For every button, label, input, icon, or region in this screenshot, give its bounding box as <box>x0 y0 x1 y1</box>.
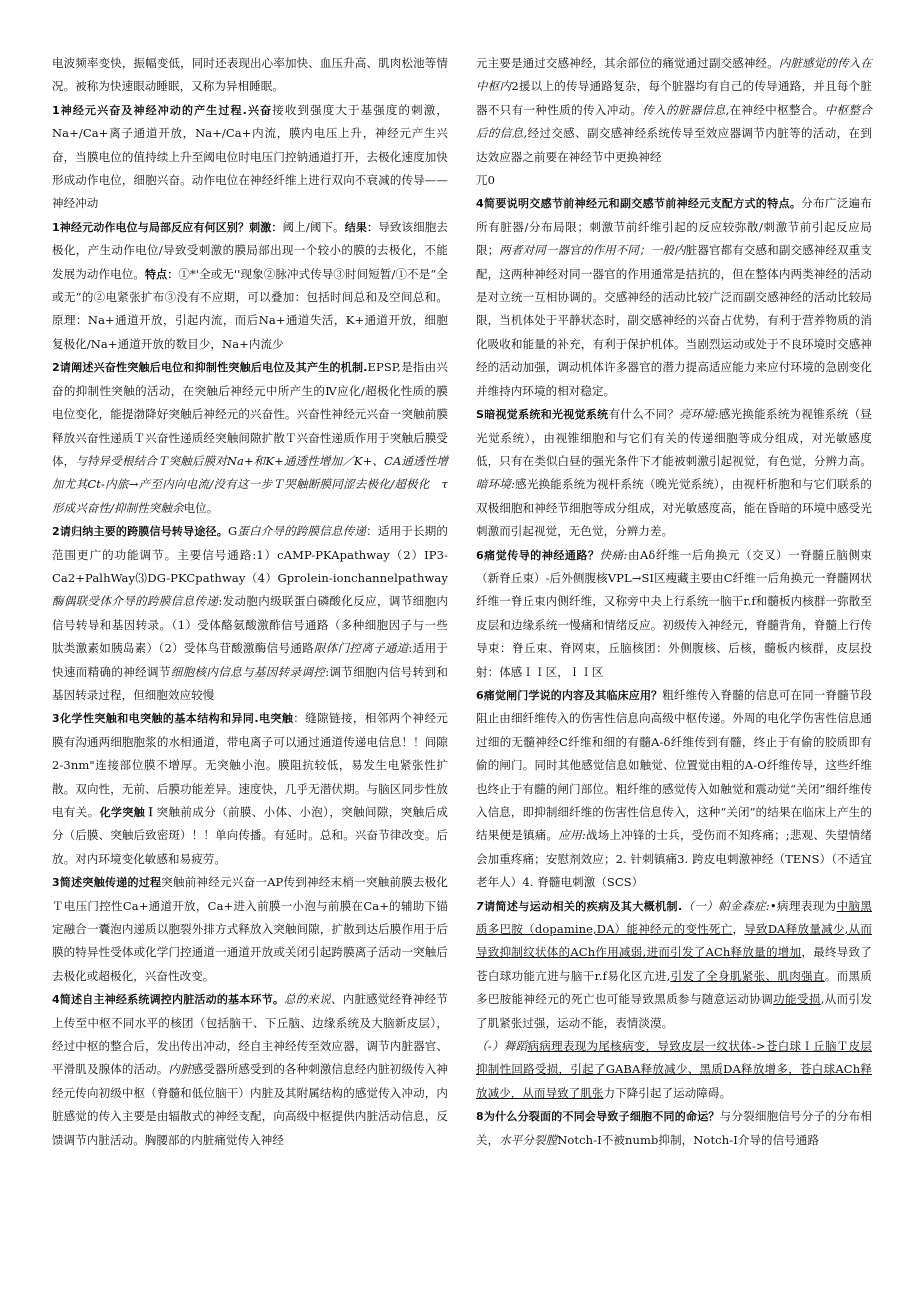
question-heading: 3简述突触传递的过程 <box>52 876 162 890</box>
question-heading: 请简述与运动相关的疾病及其大概机制. <box>483 899 683 913</box>
right-column <box>476 52 872 1152</box>
question-heading: 1神经元兴奋及神经冲动的产生过程.兴奋 <box>52 103 273 117</box>
paragraph-cell-fate: 8为什么分裂面的不同会导致子细胞不同的命运？与分裂细胞信号分子的分布相关，水平分裂膛Notch-I不被numb抑制，Notch-I介导的信号通路 <box>476 1109 872 1147</box>
question-heading: 2请阐述兴奋性突触后电位和抑制性突触后电位及其产生的机制. <box>52 361 368 375</box>
question-heading: S暗视觉系统和光视觉系统 <box>476 408 609 422</box>
paragraph-fragment: 兀0 <box>476 173 496 188</box>
paragraph-visual-systems: S暗视觉系统和光视觉系统有什么不同？亮环境:感光换能系统为视锥系统（昼光觉系统），由视锥细胞和与它们有关的传递细胞等成分组成，对光敏感度低，只有在类似白昼的强光条件下才能被刺激引起视觉，有色觉，分辨力高。暗环境:感光换能系统为视杆系统（晚光觉系统），由视杆析胞和与它们联系的双极细胞和神经节细胞等成分组成，对光敏感度高，能在昏暗的环境中感受光刺激而引起视觉，无色觉，分辨力差。 <box>476 407 872 539</box>
paragraph-sympathetic-parasympathetic: 4简要说明交感节前神经元和副交感节前神经元支配方式的特点。分布广泛遍布所有脏器/分布局限；刺激节前纤维引起的反应较弥散/刺激节前引起反应局限；两者对同一器官的作用不同；一般内脏器官都有交感和副交感神经双重支配，这两种神经对同一器官的作用通常是拮抗的，但在整体内两类神经的活动是对立统一互相协调的。交感神经的活动比较广泛而副交感神经的活动比较局限，当机体处于平静状态时，副交感神经的兴奋占优势，有利于营养物质的消化吸收和能量的补充，有利于保护机体。当剧烈运动或处于不良环境时交感神经的活动加强，调动机体许多器官的潜力提高适应能力来应付环境的急剧变化并维持内环境的相对稳定。 <box>476 196 872 398</box>
paragraph-visceral-afferent: 元主要是通过交感神经，其余部位的痛觉通过副交感神经。内脏感觉的传入在中枢内2援以上的传导通路复杂，每个脏器均有自己的传导通路，并且每个脏器不只有一种性质的传入冲动。传入的脏器信息,在神经中枢整合。中枢整合后的信息,经过交感、副交感神经系统传导至效应器调节内脏等的活动，在到达效应器之前要在神经节中更换神经 <box>476 56 873 164</box>
question-heading: 4简述自主神经系统调控内脏活动的基本环节。 <box>52 993 285 1007</box>
question-heading: 6痛觉传导的神经通路？ <box>476 548 600 562</box>
question-heading: 3化学性突触和电突触的基本结构和异同.电突触 <box>52 712 294 726</box>
paragraph-signal-transduction: 2请归纳主要的跨膜信号转导途径。G蛋白介导的跨膜信息传递：适用于长期的范围更广的功能调节。主要信号通路:1）cAMP-PKApathway（2）IP3-Ca2+PalhWay⑶DG-PKCpathway（4）Gprolein-ionchannelpathway酶偶联受体介导的跨膜信息传递:发动胞内级联蛋白磷酸化反应，调节细胞内信号转导和基因转录。（1）受体酪氨酸激酢信号通路（多种细胞因子与一些肽类激素如胰岛素）（2）受体鸟苷酸激酶信号通路限体门控离子通道:适用于快速而精确的神经调节细胞核内信息与基因转录调控:调节细胞内信号转到和基因转录过程，但细胞效应较慢 <box>52 524 448 702</box>
paragraph-gate-control: 6痛觉闸门学说的内容及其临床应用？粗纤维传入脊髓的信息可在同一脊髓节段阻止由细纤维传入的伤害性信息向高级中枢传递。外周的电化学伤害性信息通过细的无髓神经C纤维和细的有髓A-δ纤维传到有髓，终止于有偷的胶质即有偷的闸门。同时其他感觉信息如触觉、位置觉由粗的A-O纤维传导，这些纤维也终止于有髓的闸门部位。粗纤维的感觉传入如触觉和震动觉“关闭”细纤维传入信息，即抑制细纤维的伤害性信息传入，这种“关闭”的结果在临床上产生的结果便是镇痛。应用:战场上冲锋的士兵，受伤而不知疼痛；;悲观、失望情绪会加重疼痛；安慰剂效应；2. 针刺镇痛3. 跨皮电刺激神经（TENS）（不适宜老年人）4. 脊髓电刺激（SCS） <box>476 687 872 890</box>
paragraph-chorea: （-）舞蹈病病理表现为尾核病变，导致皮层一纹状体->苍白球Ｉ丘脑Ｔ皮层抑制性回路受损，引起了GABA释放减少、黑质DA释放增多，苍白球ACh释放减少，从而导致了肌张力下降引起了运动障碍。 <box>476 1039 872 1100</box>
question-heading: 8为什么分裂面的不同会导致子细胞不同的命运？ <box>476 1110 720 1124</box>
paragraph-action-potential-vs-local: 1神经元动作电位与局部反应有何区别？刺激：阈上/阈下。结果：导致该细胞去极化，产生动作电位/导致受刺激的膜局部出现一个较小的膜的去极化，不能发展为动作电位。特点：①*'全或无''现象②脉冲式传导③时间短暂/①不是“全或无”的②电紧张扩布③没有不应期，可以叠加：包括时间总和及空间总和。原理：Na+通道开放，引起内流，而后Na+通道失活，K+通道开放，细胞复极化/Na+通道开放的数目少，Na+内流少 <box>52 219 448 351</box>
question-heading: 2请归纳主要的跨膜信号转导途径。 <box>52 525 228 539</box>
question-heading: 4简要说明交感节前神经元和副交感节前神经元支配方式的特点。 <box>476 197 802 211</box>
left-column <box>52 52 448 1152</box>
question-heading: 6痛觉闸门学说的内容及其临床应用？ <box>476 688 663 702</box>
paragraph-synaptic-transmission: 3简述突触传递的过程突触前神经元兴奋一AP传到神经末梢一突触前膜去极化Ｔ电压门控性Ca+通道开放，Ca+进入前膜一小泡与前膜在Ca+的辅助下锚定融合一囊泡内递质以胞裂外排方式释放入突触间隙，扩散到达后膜作用于后膜的特异性受体或化学门控通道一通道开放或关闭引起跨膜离子活动一突触后去极化或超极化，兴奋性改变。 <box>52 875 448 983</box>
paragraph-neuron-excitation: 1神经元兴奋及神经冲动的产生过程.兴奋接收到强度大于基强度的刺激，Na+/Ca+离子通道开放，Na+/Ca+内流，膜内电压上升，神经元产生兴奋，当膜电位的值持续上升至阈电位时电压门控钠通道打开，去极化速度加快形成动作电位，细胞兴奋。动作电位在神经纤维上进行双向不衰减的传导——神经冲动 <box>52 102 448 211</box>
paragraph-autonomic-regulation: 4简述自主神经系统调控内脏活动的基本环节。总的来说、内脏感觉经脊神经节上传至中枢不同水平的核团（包括脑干、下丘脑、边缘系统及大脑新皮层），经过中枢的整合后，发出传出冲动，经自主神经传至效应器，调节内脏器官、平滑肌及腺体的活动。内脏感受器所感受到的各种刺激信息经内脏初级传入神经元传向初级中枢（脊髓和低位脑干）内脏及其附属结构的感觉传入冲动，内脏感觉的传入主要是由辐散式的神经支配，向高级中枢提供内脏活动信息，反馈调节内脏活动。胸腰部的内脏痛觉传入神经 <box>52 992 448 1147</box>
paragraph-pain-pathway: 6痛觉传导的神经通路？快痛:由Aδ纤维一后角换元（交叉）一脊髓丘脑侧束（新脊丘束）-后外侧腹核VPL→SI区瘦藏主要由C纤维一后角换元一脊髓网状纤维一脊丘束内侧纤维，又称旁中夬上行系统一脑干r.f和髓板内核群一弥散至皮层和边缘系统一慢痛和情绪反应。初级传入神经元，脊髓背角，脊髓上行传导束：脊丘束、脊网束，丘脑核团：外侧腹核、后核，髓板内核群，皮层投射：体感ＩＩ区，ＩＩ区 <box>476 547 872 679</box>
question-heading: 1神经元动作电位与局部反应有何区别？ <box>52 220 250 234</box>
paragraph-rem-sleep: 电波频率变快，振幅变低，同时还表现出心率加快、血压升高、肌肉松池等情况。被称为快速眼动睡眠，又称为异相睡眠。 <box>52 56 448 94</box>
paragraph-synapse-types: 3化学性突触和电突触的基本结构和异同.电突触：缝隙链接，相邻两个神经元膜有沟通两细胞胞浆的水相通道，带电离子可以通过通道传递电信息！！间隙2-3nm"连接部位膜不增厚。无突触小泡。膜阻抗较低，易发生电紧张性扩散。双向性，无前、后膜功能差异。速度快，几乎无潜伏期。与脑区同步性放电有关。化学突触Ｉ突触前成分（前膜、小体、小泡），突触间隙，突触后成分（后膜、突触后致密斑）！！单向传播。有延时。总和。兴奋节律改变。后放。对内环境变化敏感和易疲劳。 <box>52 711 448 866</box>
paragraph-epsp-ipsp: 2请阐述兴奋性突触后电位和抑制性突触后电位及其产生的机制.EPSP,是指由兴奋的抑制性突触的活动，在突触后神经元中所产生的Ⅳ应化/超极化性质的膜电位变化，能提渤降好突触后神经元的兴奋性。兴奋性神经元兴奋一突触前膜释放兴奋性递质Ｔ兴奋性递质经突触间隙扩散Ｔ兴奋性递质作用于突触后膜受体，与特异受根结合Ｔ突触后膜对Na+和K+通透性增加／K+、CA通透性增加尤其Ct-内旅→产至内向电流/没有这一步Ｔ哭触断膜同涩去极化/超极化 τ 形成兴奋性/抑制性突触余电位。 <box>52 360 448 515</box>
question-number: 7 <box>476 899 484 913</box>
paragraph-motor-diseases: 7请简述与运动相关的疾病及其大概机制.（一）帕金森症:•病理表现为中脑黑质多巴胺（dopamine,DA）能神经元的变性死亡，导致DA释放量减少,从而导致抑制纹状体的ACh作用减弱,进而引发了ACh释放量的增加，最终导致了苍白球功能亢进与脑干r.f易化区亢进,引发了全身肌紧张、肌肉强直。而黑质多巴胺能神经元的死亡也可能导致黑质参与随意运动协调功能受损,从而引发了肌紧张过强，运动不能，表情淡漠。 <box>476 898 873 1030</box>
